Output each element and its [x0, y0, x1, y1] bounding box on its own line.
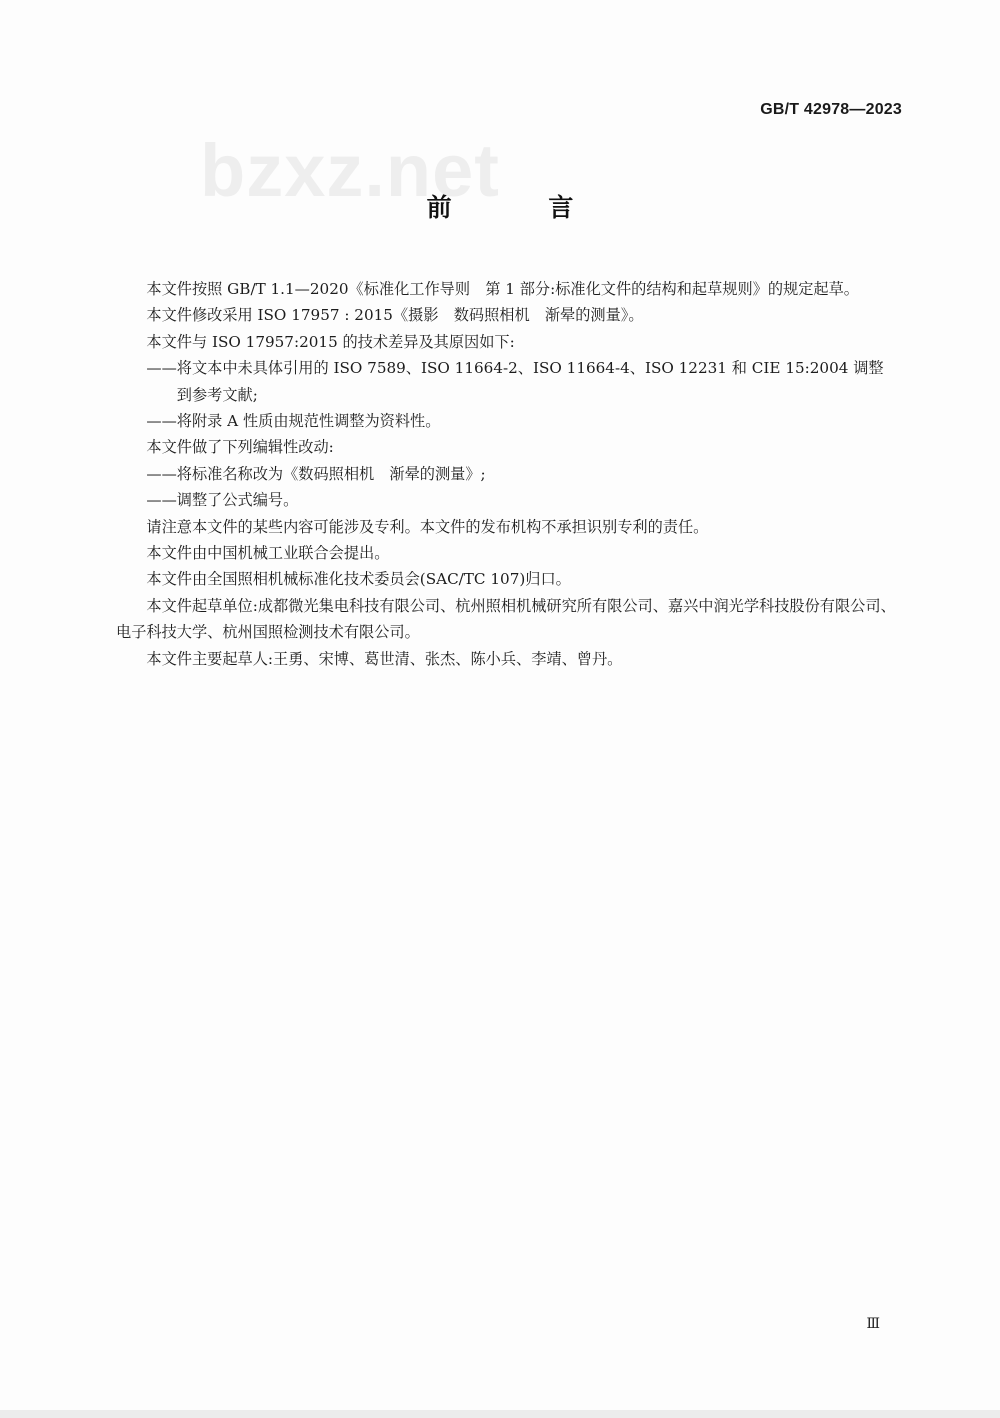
- foreword-body: [116, 276, 902, 672]
- paragraph-adoption: 本文件修改采用 ISO 17957 : 2015《摄影 数码照相机 渐晕的测量》。: [146, 306, 644, 325]
- standard-number: GB/T 42978—2023: [760, 101, 902, 118]
- page-bottom-edge: [0, 1410, 1000, 1418]
- paragraph-drafters: 本文件主要起草人:王勇、宋博、葛世清、张杰、陈小兵、李靖、曾丹。: [146, 649, 623, 668]
- paragraph-drafting-rules: 本文件按照 GB/T 1.1—2020《标准化工作导则 第 1 部分:标准化文件的结构和起草规则》的规定起草。: [146, 280, 859, 298]
- watermark: bzxz.net: [200, 129, 500, 212]
- paragraph-editorial-changes: 本文件做了下列编辑性改动:: [146, 438, 334, 457]
- paragraph-drafting-units: 本文件起草单位:成都微光集电科技有限公司、杭州照相机械研究所有限公司、嘉兴中润光学科技股份有限公司、电子科技大学、杭州国照检测技术有限公司。: [116, 596, 896, 642]
- paragraph-technical-differences: 本文件与 ISO 17957:2015 的技术差异及其原因如下:: [146, 332, 515, 351]
- list-item-annex: ——将附录 A 性质由规范性调整为资料性。: [146, 412, 441, 431]
- paragraph-proposer: 本文件由中国机械工业联合会提出。: [146, 544, 390, 563]
- list-item-title-change: ——将标准名称改为《数码照相机 渐晕的测量》;: [146, 464, 486, 483]
- list-item-references: ——将文本中未具体引用的 ISO 7589、ISO 11664-2、ISO 11664-4、ISO 12231 和 CIE 15:2004 调整: [146, 359, 884, 378]
- paragraph-patent-notice: 请注意本文件的某些内容可能涉及专利。本文件的发布机构不承担识别专利的责任。: [146, 517, 709, 536]
- page-title: 前 言: [426, 193, 618, 222]
- page-number: Ⅲ: [866, 1317, 880, 1332]
- paragraph-committee: 本文件由全国照相机械标准化技术委员会(SAC/TC 107)归口。: [146, 570, 571, 589]
- list-item-formula-numbering: ——调整了公式编号。: [146, 491, 299, 510]
- list-item-references-continued: 到参考文献;: [176, 385, 258, 404]
